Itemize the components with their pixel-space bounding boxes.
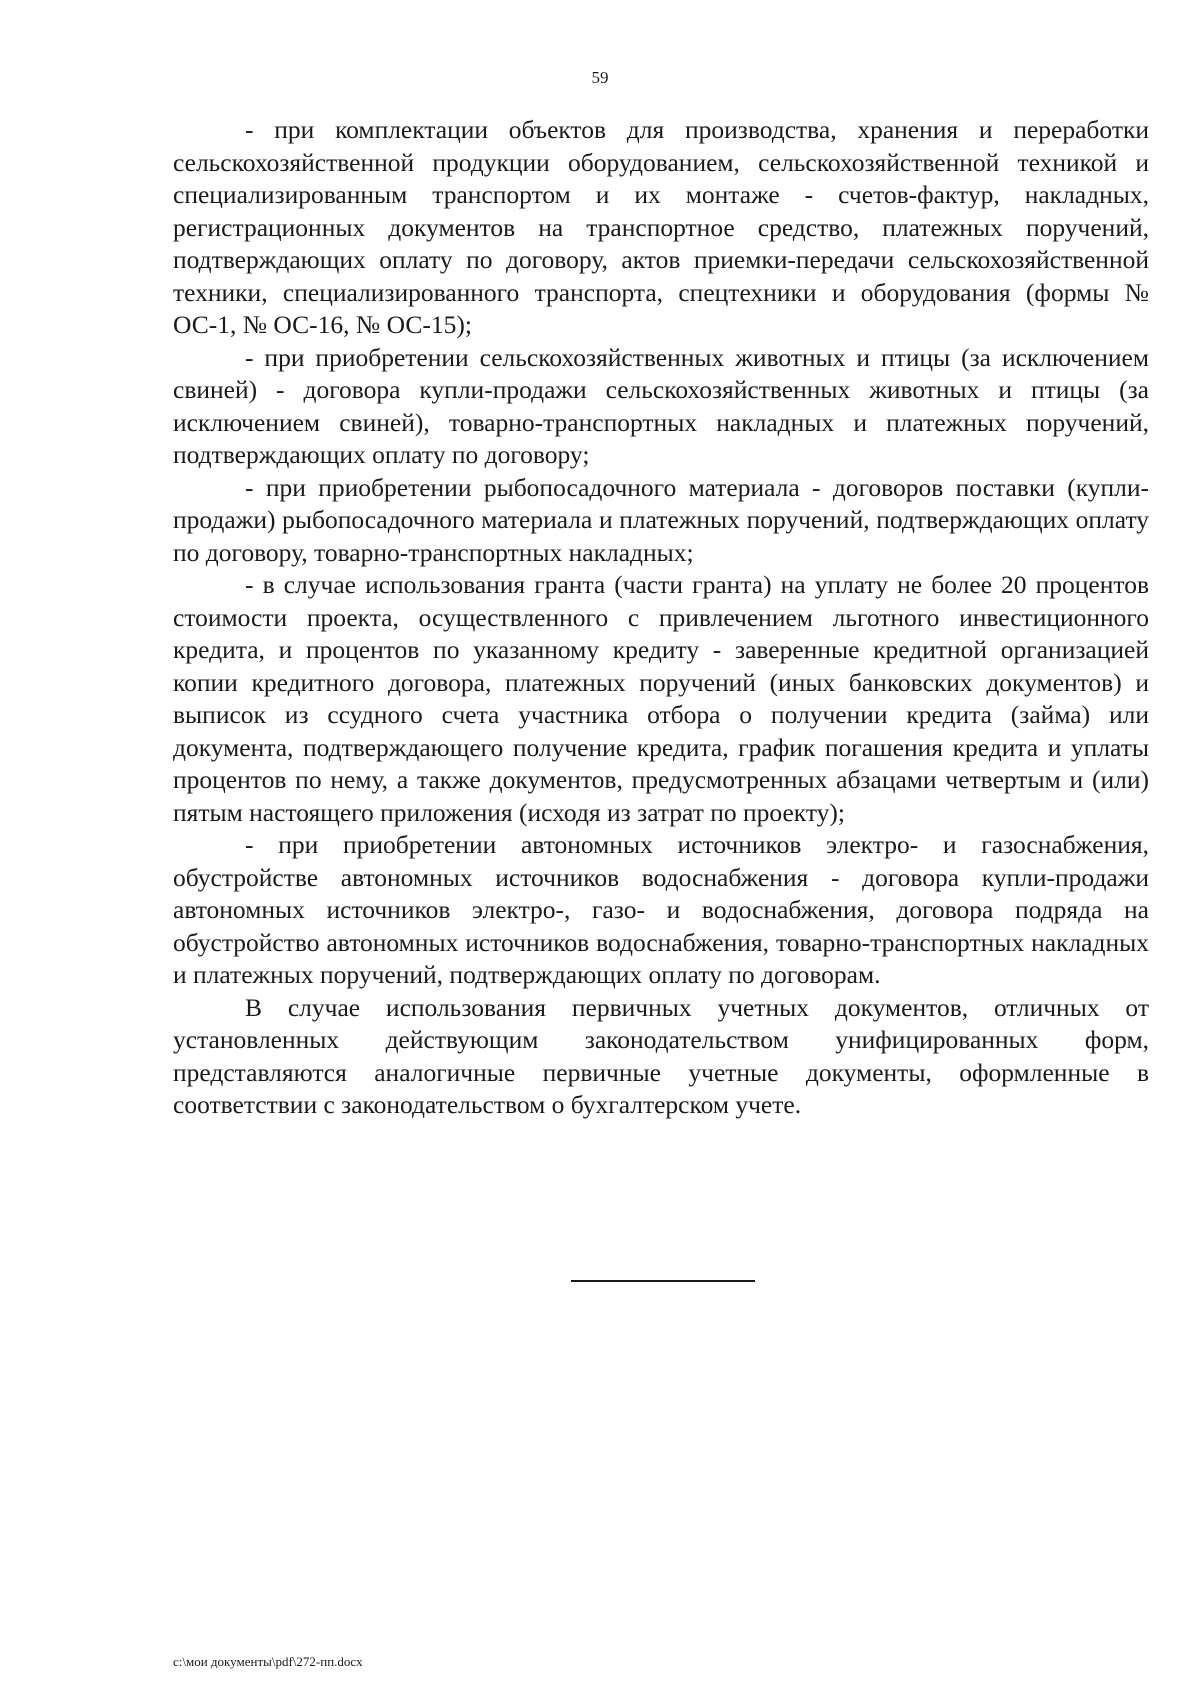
page-number: 59 [591,68,609,87]
paragraph-primary-documents: В случае использования первичных учетных документов, отличных от установленных действующим законодательством унифицированных форм, представляются аналогичные первичные учетные документы, оформленные в соответствии с законодательством о бухгалтерском учете. [173,992,1149,1119]
paragraph-fish-stock: - при приобретении рыбопосадочного материала - договоров поставки (купли-продажи) рыбопосадочного материала и платежных поручений, подтверждающих оплату по договору, товарно-транспортных накладных; [173,472,1149,567]
end-separator-line [571,1280,755,1282]
paragraph-credit: - в случае использования гранта (части гранта) на уплату не более 20 процентов стоимости проекта, осуществленного с привлечением льготного инвестиционного кредита, и процентов по указанному кредиту - заверенные кредитной организацией копии кредитного договора, платежных поручений (иных банковских документов) и выписок из ссудного счета участника отбора о получении кредита (займа) или документа, подтверждающего получение кредита, график погашения кредита и уплаты процентов по нему, а также документов, предусмотренных абзацами четвертым и (или) пятым настоящего приложения (исходя из затрат по проекту); [173,570,1149,827]
footer-file-path: c:\мои документы\pdf\272-пп.docx [173,1654,363,1669]
document-body [173,114,1149,1122]
paragraph-autonomous-supply: - при приобретении автономных источников электро- и газоснабжения, обустройстве автономных источников водоснабжения - договора купли-продажи автономных источников электро-, газо- и водоснабжения, договора подряда на обустройство автономных источников водоснабжения, товарно-транспортных накладных и платежных поручений, подтверждающих оплату по договорам. [173,830,1149,989]
paragraph-livestock: - при приобретении сельскохозяйственных животных и птицы (за исключением свиней) - договора купли-продажи сельскохозяйственных животных и птицы (за исключением свиней), товарно-транспортных накладных и платежных поручений, подтверждающих оплату по договору; [173,342,1149,469]
paragraph-equipment: - при комплектации объектов для производства, хранения и переработки сельскохозяйственной продукции оборудованием, сельскохозяйственной техникой и специализированным транспортом и их монтаже - счетов-фактур, накладных, регистрационных документов на транспортное средство, платежных поручений, подтверждающих оплату по договору, актов приемки-передачи сельскохозяйственной техники, специализированного транспорта, спецтехники и оборудования (формы № ОС-1, № ОС-16, № ОС-15); [173,115,1149,339]
